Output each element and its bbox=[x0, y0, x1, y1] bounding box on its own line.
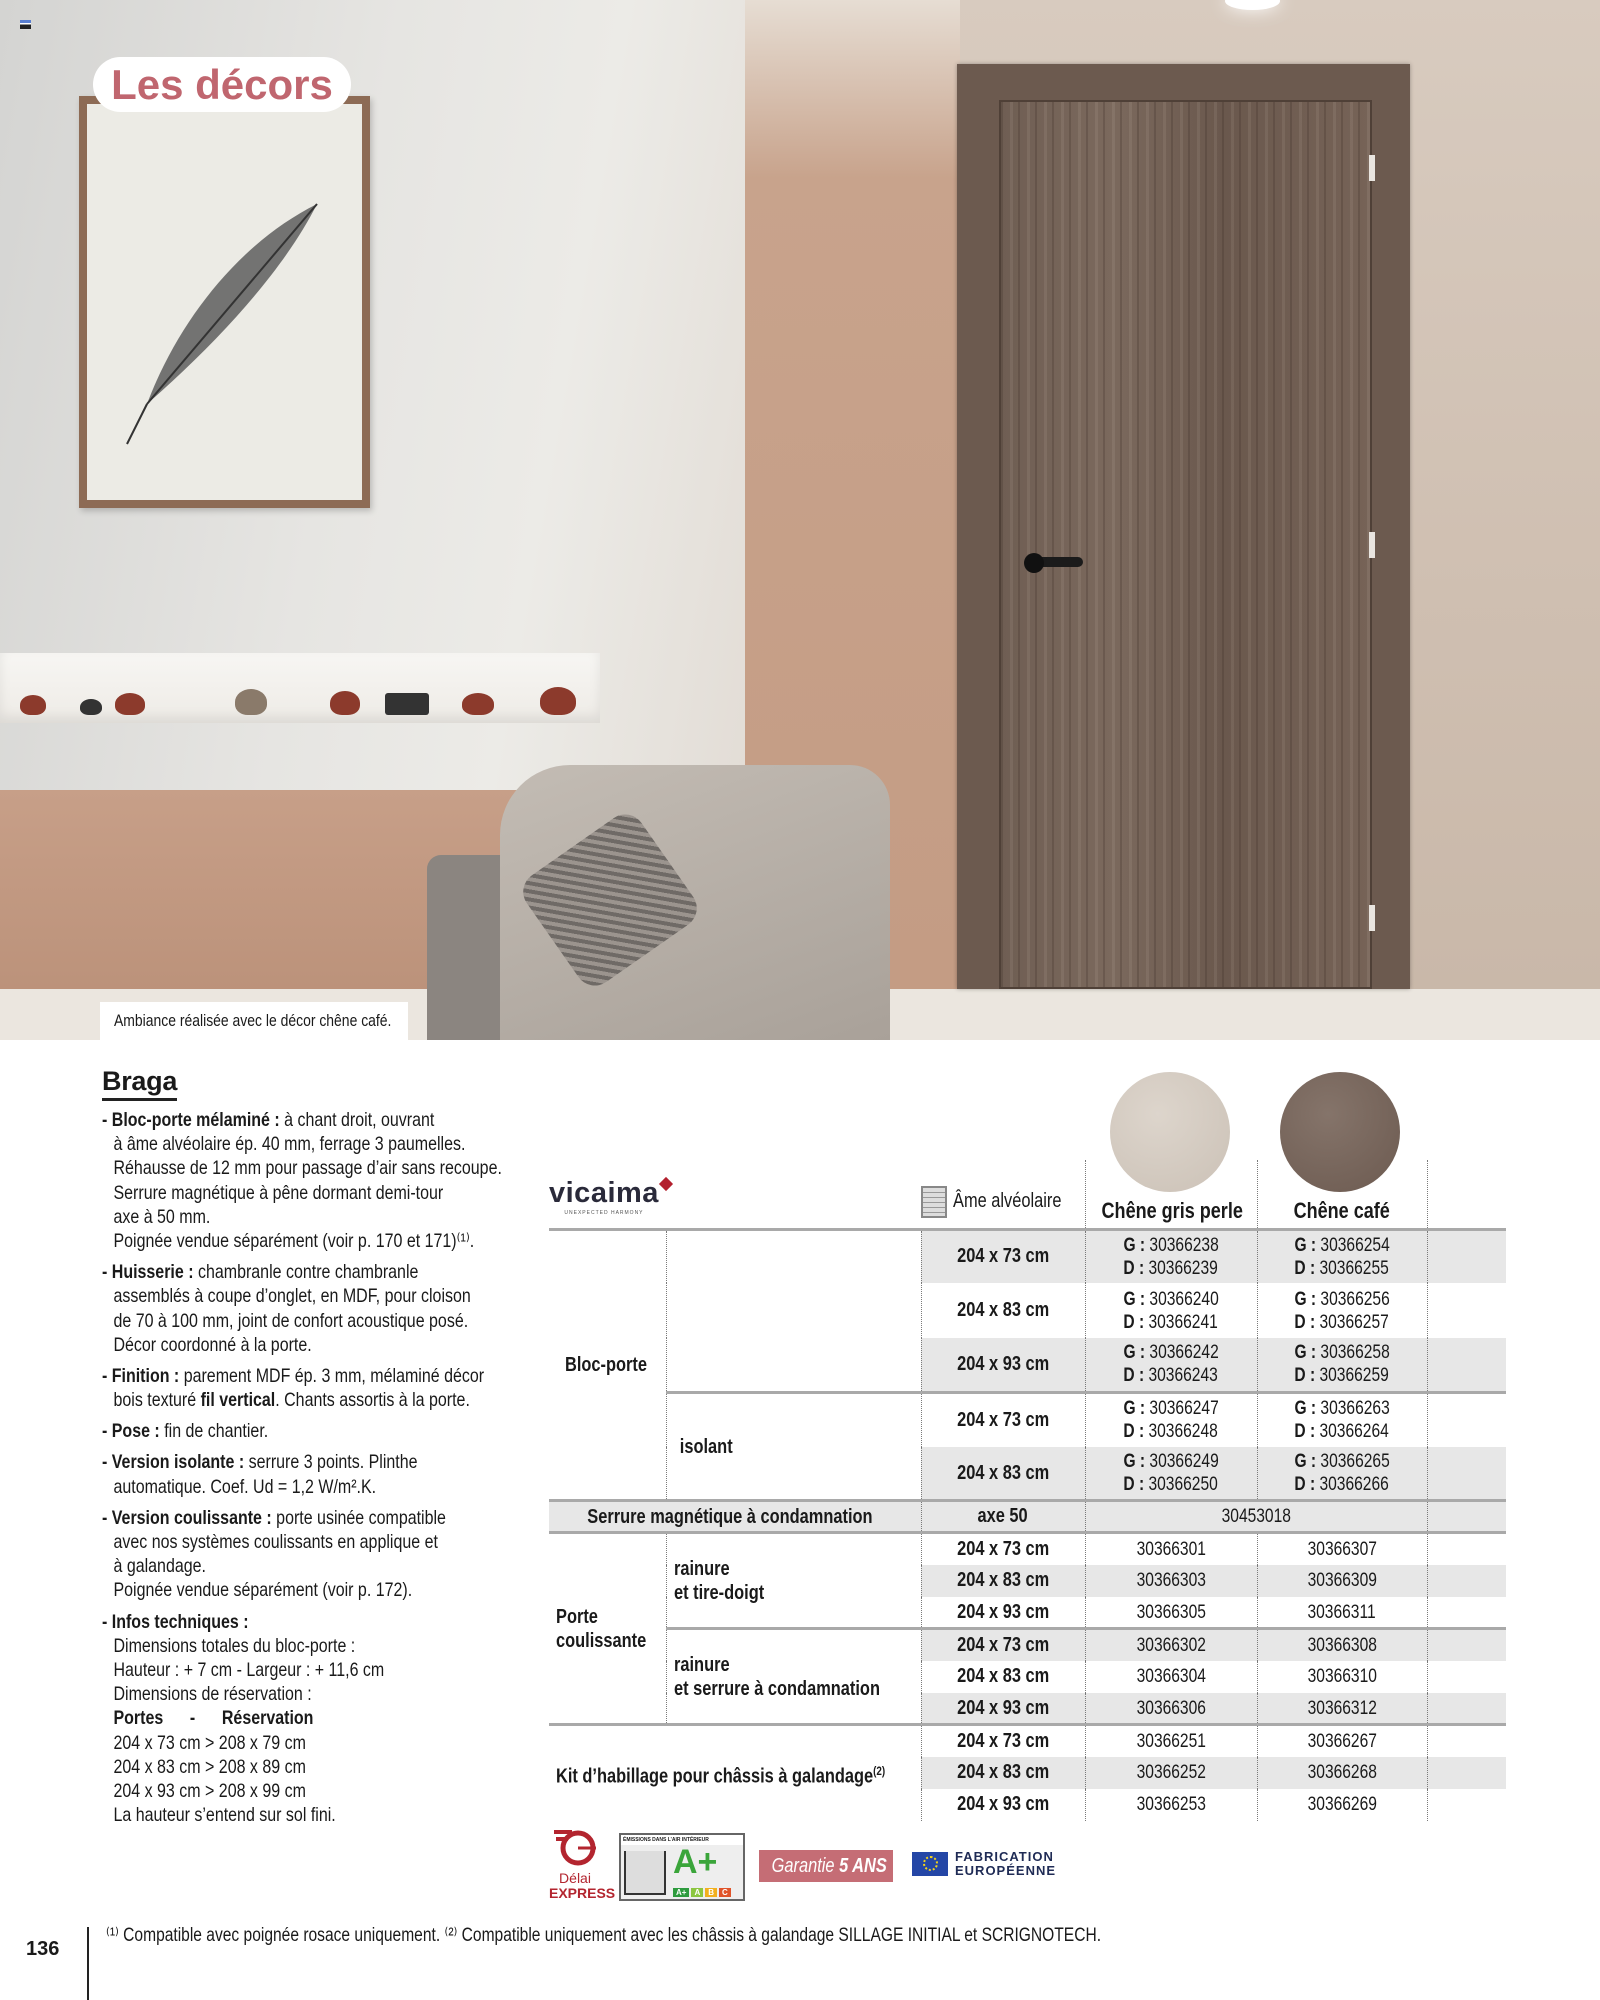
size-cell-text: 204 x 93 cm bbox=[956, 1600, 1050, 1623]
bullet-text: porte usinée compatible bbox=[271, 1506, 446, 1529]
code-cell-text[interactable]: 30453018 bbox=[1221, 1506, 1291, 1528]
bullet-text: à âme alvéolaire ép. 40 mm, ferrage 3 paumelles. bbox=[113, 1133, 466, 1156]
emissions-scale-item: C bbox=[719, 1888, 731, 1897]
fabrication-europeenne: FABRICATION EUROPÉENNE bbox=[955, 1849, 1057, 1878]
code-cell-text[interactable]: 30366310 bbox=[1307, 1666, 1377, 1688]
reference-table bbox=[549, 1160, 1506, 1821]
product-code[interactable]: 30366248 bbox=[1148, 1421, 1219, 1443]
express-label: EXPRESS bbox=[549, 1885, 616, 1901]
product-code[interactable]: 30366257 bbox=[1319, 1311, 1390, 1333]
row-subgroup-label: rainure et tire-doigt bbox=[666, 1533, 921, 1629]
bullet-item bbox=[102, 1260, 622, 1357]
code-line bbox=[1086, 1397, 1257, 1420]
code-line bbox=[1258, 1311, 1427, 1334]
bullet-text: 204 x 93 cm > 208 x 99 cm bbox=[113, 1779, 306, 1802]
garantie-badge bbox=[759, 1850, 893, 1882]
code-cell bbox=[1085, 1661, 1257, 1693]
empty-cell bbox=[1427, 1501, 1506, 1533]
bullet-text: Hauteur : + 7 cm - Largeur : + 11,6 cm bbox=[113, 1658, 385, 1681]
footnotes: ⁽¹⁾ Compatible avec poignée rosace uniquement. ⁽²⁾ Compatible uniquement avec les châssis à galandage SILLAGE INITIAL et SCRIGNOTECH. bbox=[106, 1925, 1102, 1946]
size-cell bbox=[921, 1693, 1085, 1725]
code-cell-text[interactable]: 30366306 bbox=[1136, 1697, 1206, 1719]
product-code[interactable]: 30366238 bbox=[1149, 1234, 1219, 1256]
bullet-line bbox=[102, 1132, 528, 1156]
code-cell bbox=[1085, 1565, 1257, 1597]
side-label: D : bbox=[1123, 1474, 1145, 1495]
product-code[interactable]: 30366247 bbox=[1149, 1398, 1219, 1420]
code-line bbox=[1258, 1397, 1427, 1420]
product-code[interactable]: 30366254 bbox=[1320, 1234, 1390, 1256]
code-line bbox=[1086, 1364, 1257, 1387]
size-cell bbox=[921, 1447, 1085, 1501]
code-cell bbox=[1085, 1229, 1257, 1283]
house-icon bbox=[624, 1851, 666, 1895]
empty-cell bbox=[1427, 1338, 1506, 1392]
product-title: Braga bbox=[102, 1066, 177, 1101]
code-cell bbox=[1085, 1597, 1257, 1629]
product-code[interactable]: 30366264 bbox=[1319, 1421, 1390, 1443]
bullet-text: Réhausse de 12 mm pour passage d’air sans recoupe. bbox=[113, 1157, 502, 1180]
bullet-label: - Finition : bbox=[102, 1364, 180, 1387]
table-row bbox=[549, 1533, 1506, 1565]
bullet-text: serrure 3 points. Plinthe bbox=[244, 1451, 418, 1474]
bullet-line bbox=[102, 1658, 528, 1682]
side-label: D : bbox=[1123, 1365, 1145, 1387]
row-subgroup-label-text: isolant bbox=[679, 1435, 733, 1458]
side-label: G : bbox=[1123, 1451, 1146, 1472]
product-code[interactable]: 30366263 bbox=[1320, 1398, 1390, 1420]
code-cell-text[interactable]: 30366268 bbox=[1307, 1762, 1377, 1784]
bullet-label: - Version isolante : bbox=[102, 1451, 245, 1474]
bullet-line bbox=[102, 1530, 528, 1554]
table-row bbox=[549, 1629, 1506, 1661]
product-code[interactable]: 30366258 bbox=[1320, 1342, 1390, 1364]
code-cell-text[interactable]: 30366311 bbox=[1307, 1601, 1377, 1623]
bullet-line bbox=[102, 1333, 528, 1357]
bullet-text: Dimensions de réservation : bbox=[113, 1683, 312, 1706]
emissions-grade: A+ bbox=[673, 1843, 718, 1881]
size-cell-text: 204 x 83 cm bbox=[956, 1569, 1050, 1592]
bullet-text: fin de chantier. bbox=[159, 1420, 269, 1443]
serrure-label-text: Serrure magnétique à condamnation bbox=[587, 1505, 873, 1528]
bullet-text: La hauteur s’entend sur sol fini. bbox=[113, 1804, 336, 1827]
size-cell bbox=[921, 1338, 1085, 1392]
bullet-line bbox=[102, 1364, 528, 1388]
bullet-line bbox=[102, 1731, 528, 1755]
bullet-line bbox=[102, 1156, 528, 1180]
side-label: G : bbox=[1123, 1288, 1146, 1310]
side-label: G : bbox=[1294, 1451, 1317, 1472]
empty-cell bbox=[1427, 1392, 1506, 1446]
code-cell bbox=[1085, 1693, 1257, 1725]
row-group-label bbox=[549, 1229, 666, 1501]
bullet-line bbox=[102, 1610, 528, 1634]
empty-cell bbox=[1427, 1693, 1506, 1725]
bullet-text: Serrure magnétique à pêne dormant demi-tour bbox=[113, 1181, 444, 1204]
size-cell-text: 204 x 83 cm bbox=[956, 1299, 1050, 1322]
code-cell bbox=[1085, 1789, 1257, 1821]
size-cell-text: 204 x 83 cm bbox=[956, 1461, 1050, 1484]
bullet-line bbox=[102, 1506, 528, 1530]
code-line bbox=[1258, 1288, 1427, 1311]
size-cell bbox=[921, 1533, 1085, 1565]
size-cell-text: 204 x 73 cm bbox=[956, 1730, 1050, 1753]
code-cell-text[interactable]: 30366305 bbox=[1136, 1601, 1206, 1623]
bullet-line bbox=[102, 1634, 528, 1658]
bullet-line bbox=[102, 1475, 528, 1499]
bullet-item bbox=[102, 1364, 622, 1412]
emissions-scale-item: A bbox=[691, 1888, 703, 1897]
table-row bbox=[549, 1501, 1506, 1533]
side-label: G : bbox=[1294, 1398, 1317, 1420]
bullet-line bbox=[102, 1578, 528, 1602]
code-cell bbox=[1085, 1757, 1257, 1789]
code-cell bbox=[1085, 1533, 1257, 1565]
bullet-text: automatique. Coef. Ud = 1,2 W/m².K. bbox=[113, 1475, 377, 1498]
size-cell bbox=[921, 1725, 1085, 1757]
product-code[interactable]: 30366259 bbox=[1319, 1365, 1390, 1387]
caption-text: Ambiance réalisée avec le décor chêne café. bbox=[114, 1011, 392, 1030]
code-cell bbox=[1085, 1447, 1257, 1501]
code-line bbox=[1258, 1257, 1427, 1280]
empty-cell bbox=[1427, 1629, 1506, 1661]
side-label: G : bbox=[1123, 1342, 1146, 1364]
product-code[interactable]: 30366242 bbox=[1149, 1342, 1219, 1364]
bullet-label: - Pose : bbox=[102, 1420, 160, 1443]
core-label: Âme alvéolaire bbox=[952, 1190, 1062, 1212]
page-number: 136 bbox=[26, 1938, 60, 1960]
code-cell-text[interactable]: 30366251 bbox=[1136, 1731, 1206, 1753]
size-cell bbox=[921, 1565, 1085, 1597]
empty-cell bbox=[1427, 1757, 1506, 1789]
row-group-label-text: Bloc-porte bbox=[565, 1353, 647, 1376]
bullet-text: Poignée vendue séparément (voir p. 170 et 171)⁽¹⁾. bbox=[113, 1229, 475, 1252]
side-label: D : bbox=[1294, 1365, 1316, 1387]
code-line bbox=[1086, 1311, 1257, 1334]
section-badge: Les décors bbox=[93, 57, 351, 112]
serrure-label bbox=[549, 1501, 921, 1533]
bullet-text: à galandage. bbox=[113, 1555, 206, 1578]
decor-header-cafe: Chêne café bbox=[1257, 1160, 1427, 1229]
brand-tagline: UNEXPECTED HARMONY bbox=[564, 1209, 644, 1216]
bullet-text: 204 x 83 cm > 208 x 89 cm bbox=[113, 1755, 306, 1778]
empty-cell bbox=[1427, 1661, 1506, 1693]
side-label: D : bbox=[1294, 1257, 1316, 1279]
footer-divider bbox=[87, 1927, 89, 2000]
delai-express-badge bbox=[549, 1826, 616, 1901]
code-cell bbox=[1085, 1629, 1257, 1661]
framed-feather-art bbox=[79, 96, 370, 508]
size-cell bbox=[921, 1597, 1085, 1629]
bullet-text: axe à 50 mm. bbox=[113, 1205, 211, 1228]
bullet-text: bois texturé bbox=[113, 1389, 201, 1412]
bullet-label: - Huisserie : bbox=[102, 1261, 194, 1284]
code-cell-text[interactable]: 30366267 bbox=[1307, 1731, 1377, 1753]
bullet-line bbox=[102, 1706, 528, 1730]
hinge-icon bbox=[1369, 532, 1375, 558]
code-cell bbox=[1085, 1338, 1257, 1392]
size-cell-text: 204 x 83 cm bbox=[956, 1665, 1050, 1688]
product-description bbox=[102, 1108, 622, 1834]
bullet-text: 204 x 73 cm > 208 x 79 cm bbox=[113, 1731, 306, 1754]
code-cell-text[interactable]: 30366308 bbox=[1307, 1635, 1377, 1657]
express-clock-icon bbox=[552, 1826, 598, 1868]
brand-logo bbox=[549, 1160, 921, 1229]
side-label: D : bbox=[1123, 1257, 1145, 1279]
bullet-label: Portes - Réservation bbox=[113, 1707, 314, 1730]
size-cell-text: 204 x 93 cm bbox=[956, 1793, 1050, 1816]
brand-name: vicaima bbox=[549, 1176, 659, 1209]
size-cell-text: 204 x 73 cm bbox=[956, 1408, 1050, 1431]
empty-cell bbox=[1427, 1447, 1506, 1501]
bullet-item bbox=[102, 1450, 622, 1498]
code-cell bbox=[1085, 1501, 1427, 1533]
bullet-line bbox=[102, 1803, 528, 1827]
code-cell bbox=[1257, 1283, 1427, 1337]
bullet-line bbox=[102, 1205, 528, 1229]
table-row bbox=[549, 1392, 1506, 1446]
size-cell-text: axe 50 bbox=[977, 1505, 1029, 1528]
product-code[interactable]: 30366249 bbox=[1149, 1451, 1219, 1472]
size-cell-text: 204 x 93 cm bbox=[956, 1352, 1050, 1375]
code-line bbox=[1258, 1364, 1427, 1387]
row-group-label bbox=[549, 1725, 921, 1821]
empty-header bbox=[1427, 1160, 1506, 1229]
code-cell bbox=[1257, 1392, 1427, 1446]
product-code[interactable]: 30366250 bbox=[1148, 1474, 1219, 1495]
code-line bbox=[1258, 1234, 1427, 1257]
side-label: G : bbox=[1123, 1398, 1146, 1420]
shelf-niche bbox=[0, 653, 600, 723]
bullet-line bbox=[102, 1388, 528, 1412]
bullet-text: de 70 à 100 mm, joint de confort acoustique posé. bbox=[113, 1309, 469, 1332]
code-line bbox=[1258, 1473, 1427, 1496]
menu-icon bbox=[20, 20, 31, 29]
emissions-scale bbox=[673, 1888, 731, 1897]
door-handle-rose bbox=[1024, 553, 1044, 573]
size-cell-text: 204 x 93 cm bbox=[956, 1696, 1050, 1719]
size-cell bbox=[921, 1661, 1085, 1693]
empty-cell bbox=[1427, 1229, 1506, 1283]
bullet-item bbox=[102, 1610, 622, 1828]
code-cell bbox=[1257, 1757, 1427, 1789]
bullet-item bbox=[102, 1108, 622, 1253]
bullet-label: - Bloc-porte mélaminé : bbox=[102, 1109, 280, 1131]
eu-flag-icon bbox=[912, 1852, 948, 1876]
empty-cell bbox=[1427, 1533, 1506, 1565]
code-cell-text[interactable]: 30366303 bbox=[1136, 1570, 1206, 1592]
code-cell bbox=[1257, 1693, 1427, 1725]
size-cell bbox=[921, 1392, 1085, 1446]
code-cell bbox=[1085, 1283, 1257, 1337]
garantie-years: 5 ANS bbox=[839, 1855, 887, 1877]
side-label: D : bbox=[1294, 1474, 1316, 1495]
bullet-line bbox=[102, 1284, 528, 1308]
photo-caption bbox=[100, 1002, 408, 1040]
bullet-text: avec nos systèmes coulissants en applique et bbox=[113, 1531, 438, 1553]
bullet-text: assemblés à coupe d’onglet, en MDF, pour cloison bbox=[113, 1285, 471, 1308]
emissions-scale-item: B bbox=[705, 1888, 717, 1897]
side-label: G : bbox=[1294, 1342, 1317, 1364]
side-label: G : bbox=[1123, 1234, 1146, 1256]
door-panel bbox=[999, 100, 1372, 989]
size-cell-text: 204 x 73 cm bbox=[956, 1538, 1050, 1561]
size-cell bbox=[921, 1629, 1085, 1661]
code-line bbox=[1086, 1288, 1257, 1311]
bullet-line bbox=[102, 1682, 528, 1706]
code-line bbox=[1086, 1450, 1257, 1473]
side-label: D : bbox=[1123, 1421, 1145, 1443]
code-cell bbox=[1257, 1789, 1427, 1821]
product-code[interactable]: 30366266 bbox=[1319, 1474, 1390, 1495]
table-row bbox=[549, 1229, 1506, 1283]
side-label: G : bbox=[1294, 1288, 1317, 1310]
product-code[interactable]: 30366240 bbox=[1149, 1288, 1219, 1310]
code-cell-text[interactable]: 30366269 bbox=[1307, 1794, 1377, 1816]
empty-cell bbox=[1427, 1725, 1506, 1757]
code-cell bbox=[1257, 1447, 1427, 1501]
bullet-line bbox=[102, 1755, 528, 1779]
empty-cell bbox=[1427, 1789, 1506, 1821]
size-cell-text: 204 x 83 cm bbox=[956, 1761, 1050, 1784]
bullet-line bbox=[102, 1181, 528, 1205]
size-cell-text: 204 x 73 cm bbox=[956, 1245, 1050, 1268]
bullet-text: chambranle contre chambranle bbox=[193, 1261, 419, 1284]
bullet-text: Dimensions totales du bloc-porte : bbox=[113, 1634, 356, 1657]
row-group-label: Porte coulissante bbox=[549, 1533, 666, 1725]
footnote-ref: (2) bbox=[873, 1763, 886, 1778]
bullet-line bbox=[102, 1554, 528, 1578]
bullet-line bbox=[102, 1450, 528, 1474]
code-cell bbox=[1257, 1338, 1427, 1392]
table-row bbox=[549, 1725, 1506, 1757]
air-emissions-label bbox=[619, 1833, 745, 1901]
code-cell bbox=[1085, 1392, 1257, 1446]
bullet-line bbox=[102, 1779, 528, 1803]
row-subgroup-label bbox=[666, 1229, 921, 1392]
code-cell bbox=[1085, 1725, 1257, 1757]
bullet-text: Décor coordonné à la porte. bbox=[113, 1333, 312, 1356]
size-cell bbox=[921, 1789, 1085, 1821]
emissions-title: ÉMISSIONS DANS L’AIR INTÉRIEUR bbox=[621, 1835, 743, 1845]
code-cell-text[interactable]: 30366312 bbox=[1307, 1697, 1377, 1719]
code-cell bbox=[1257, 1661, 1427, 1693]
bullet-line bbox=[102, 1108, 528, 1132]
product-code[interactable]: 30366256 bbox=[1320, 1288, 1390, 1310]
emissions-scale-item: A+ bbox=[673, 1888, 689, 1897]
bullet-text: . Chants assortis à la porte. bbox=[275, 1389, 470, 1412]
code-cell-text[interactable]: 30366304 bbox=[1136, 1666, 1206, 1688]
code-cell-text[interactable]: 30366252 bbox=[1136, 1762, 1206, 1784]
code-cell bbox=[1257, 1629, 1427, 1661]
brand-mark-icon bbox=[659, 1176, 673, 1190]
product-code[interactable]: 30366241 bbox=[1148, 1311, 1219, 1333]
bullet-label: fil vertical bbox=[200, 1389, 276, 1412]
code-line bbox=[1086, 1341, 1257, 1364]
bullet-line bbox=[102, 1260, 528, 1284]
delai-label: Délai bbox=[559, 1870, 591, 1886]
code-line bbox=[1258, 1450, 1427, 1473]
size-cell bbox=[921, 1283, 1085, 1337]
bullet-text: parement MDF ép. 3 mm, mélaminé décor bbox=[179, 1364, 485, 1387]
product-code[interactable]: 30366265 bbox=[1320, 1451, 1390, 1472]
size-cell bbox=[921, 1757, 1085, 1789]
bullet-label: - Infos techniques : bbox=[102, 1610, 249, 1633]
code-cell-text[interactable]: 30366302 bbox=[1136, 1635, 1206, 1657]
size-cell bbox=[921, 1501, 1085, 1533]
side-label: D : bbox=[1294, 1421, 1316, 1443]
product-code[interactable]: 30366255 bbox=[1319, 1257, 1390, 1279]
product-code[interactable]: 30366239 bbox=[1148, 1257, 1219, 1279]
bullet-line bbox=[102, 1419, 528, 1443]
bullet-item bbox=[102, 1419, 622, 1443]
empty-cell bbox=[1427, 1597, 1506, 1629]
bullet-item bbox=[102, 1506, 622, 1603]
code-cell bbox=[1257, 1533, 1427, 1565]
side-label: G : bbox=[1294, 1234, 1317, 1256]
feather-icon bbox=[87, 104, 362, 500]
bullet-text: Poignée vendue séparément (voir p. 172). bbox=[113, 1579, 413, 1602]
core-header bbox=[921, 1160, 1085, 1229]
code-cell bbox=[1257, 1597, 1427, 1629]
side-label: D : bbox=[1123, 1311, 1145, 1333]
bullet-text: à chant droit, ouvrant bbox=[279, 1109, 435, 1131]
empty-cell bbox=[1427, 1565, 1506, 1597]
code-line bbox=[1258, 1341, 1427, 1364]
side-label: D : bbox=[1294, 1311, 1316, 1333]
code-line bbox=[1086, 1257, 1257, 1280]
bullet-label: - Version coulissante : bbox=[102, 1506, 272, 1529]
hinge-icon bbox=[1369, 905, 1375, 931]
product-code[interactable]: 30366243 bbox=[1148, 1365, 1219, 1387]
empty-cell bbox=[1427, 1283, 1506, 1337]
row-subgroup-label: rainure et serrure à condamnation bbox=[666, 1629, 921, 1725]
code-line bbox=[1086, 1473, 1257, 1496]
row-subgroup-label bbox=[666, 1392, 921, 1501]
kit-label: Kit d’habillage pour châssis à galandage bbox=[556, 1765, 874, 1788]
honeycomb-core-icon bbox=[921, 1186, 947, 1218]
code-cell bbox=[1257, 1725, 1427, 1757]
garantie-label: Garantie bbox=[771, 1855, 840, 1877]
code-cell bbox=[1257, 1565, 1427, 1597]
decor-header-gris: Chêne gris perle bbox=[1085, 1160, 1257, 1229]
code-cell-text[interactable]: 30366301 bbox=[1136, 1539, 1206, 1561]
size-cell bbox=[921, 1229, 1085, 1283]
code-cell-text[interactable]: 30366307 bbox=[1307, 1539, 1377, 1561]
bullet-line bbox=[102, 1229, 528, 1253]
hinge-icon bbox=[1369, 155, 1375, 181]
code-cell bbox=[1257, 1229, 1427, 1283]
bullet-line bbox=[102, 1309, 528, 1333]
code-cell-text[interactable]: 30366253 bbox=[1136, 1794, 1206, 1816]
code-line bbox=[1086, 1234, 1257, 1257]
size-cell-text: 204 x 73 cm bbox=[956, 1634, 1050, 1657]
code-cell-text[interactable]: 30366309 bbox=[1307, 1570, 1377, 1592]
code-line bbox=[1258, 1420, 1427, 1443]
code-line bbox=[1086, 1420, 1257, 1443]
